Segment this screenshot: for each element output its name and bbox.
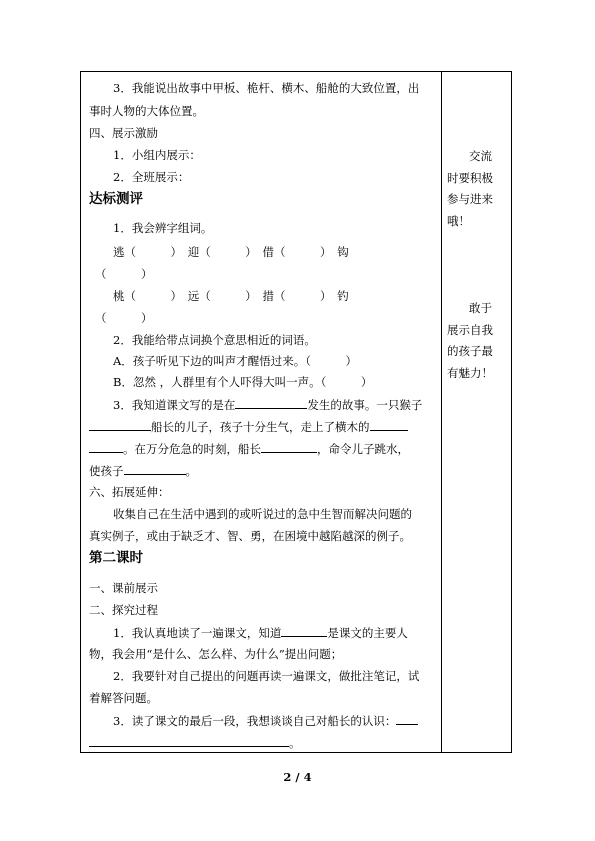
line: 1．我会辨字组词。 <box>113 221 213 235</box>
text: ，命令儿子跳水， <box>317 442 409 456</box>
line: 3．我能说出故事中甲板、桅杆、横木、船舱的大致位置，出 <box>113 81 420 95</box>
answer-blank[interactable] <box>281 624 327 637</box>
answer-blank[interactable] <box>261 440 317 453</box>
section-title: 第二课时 <box>89 550 143 566</box>
side-note-line: 哦！ <box>447 213 470 228</box>
fill-line <box>113 396 422 413</box>
text: 使孩子 <box>89 464 124 478</box>
answer-blank[interactable] <box>370 418 408 431</box>
text: 3．读了课文的最后一段，我想谈谈自己对船长的认识： <box>113 714 397 728</box>
line: 着解答问题。 <box>89 691 158 705</box>
side-note-line: 有魅力！ <box>447 365 493 380</box>
line: 2．全班展示： <box>113 170 190 184</box>
page-number: 2 / 4 <box>283 770 312 784</box>
word-row: （ ） <box>95 267 153 281</box>
section-title: 达标测评 <box>89 191 143 207</box>
line: 1．小组内展示： <box>113 148 201 162</box>
line: 2．我能给带点词换个意思相近的词语。 <box>113 333 316 347</box>
line: 2．我要针对自己提出的问题再读一遍课文，做批注笔记，试 <box>113 669 420 683</box>
line: A．孩子听见下边的叫声才醒悟过来。（ ） <box>113 354 358 368</box>
answer-blank[interactable] <box>235 396 307 409</box>
section-heading: 二、探究过程 <box>89 603 158 617</box>
text: 发生的故事。一只猴子 <box>307 398 423 412</box>
line: 收集自己在生活中遇到的或听说过的急中生智而解决问题的 <box>113 507 412 521</box>
text: 是课文的主要人 <box>327 626 408 640</box>
text: 1．我认真地读了一遍课文，知道 <box>113 626 282 640</box>
answer-blank[interactable] <box>89 440 123 453</box>
word-row: （ ） <box>95 311 153 325</box>
side-note-line: 交流 <box>469 149 492 163</box>
fill-line <box>89 734 301 751</box>
line: 事时人物的大体位置。 <box>89 104 204 118</box>
side-note-2 <box>447 298 507 384</box>
text: 。 <box>185 464 197 478</box>
answer-blank[interactable] <box>396 712 418 725</box>
fill-line <box>113 712 418 729</box>
section-heading: 六、拓展延伸： <box>89 485 170 499</box>
side-note-line: 的孩子最 <box>447 344 493 358</box>
word-row: 桃（ ） 远（ ） 措（ ） 钓 <box>113 289 349 303</box>
side-note-1 <box>447 146 507 232</box>
answer-blank[interactable] <box>89 418 151 431</box>
line: 物，我会用“是什么、怎么样、为什么”提出问题； <box>89 647 343 661</box>
fill-line <box>89 440 409 457</box>
section-heading: 四、展示激励 <box>89 126 158 140</box>
answer-blank[interactable] <box>124 462 186 475</box>
column-divider <box>441 71 442 753</box>
side-note-line: 展示自我 <box>447 322 493 337</box>
answer-blank[interactable] <box>89 734 289 747</box>
text: 。 <box>289 736 301 750</box>
line: 真实例子，或由于缺乏才、智、勇，在困境中越陷越深的例子。 <box>89 529 411 543</box>
word-row: 逃（ ） 迎（ ） 借（ ） 钩 <box>113 245 349 259</box>
section-heading: 一、课前展示 <box>89 581 158 595</box>
line: B．忽然 ，人群里有个人吓得大叫一声。（ ） <box>113 375 373 389</box>
text: 3．我知道课文写的是在 <box>113 398 236 412</box>
text: 。在万分危急的时刻，船长 <box>123 442 261 456</box>
fill-line <box>89 462 197 479</box>
side-note-line: 参与进来 <box>447 192 493 206</box>
text: 船长的儿子，孩子十分生气，走上了横木的 <box>151 420 370 434</box>
side-note-line: 敢于 <box>469 301 492 315</box>
fill-line <box>113 624 408 641</box>
fill-line <box>89 418 408 435</box>
side-note-line: 时要积极 <box>447 170 493 185</box>
